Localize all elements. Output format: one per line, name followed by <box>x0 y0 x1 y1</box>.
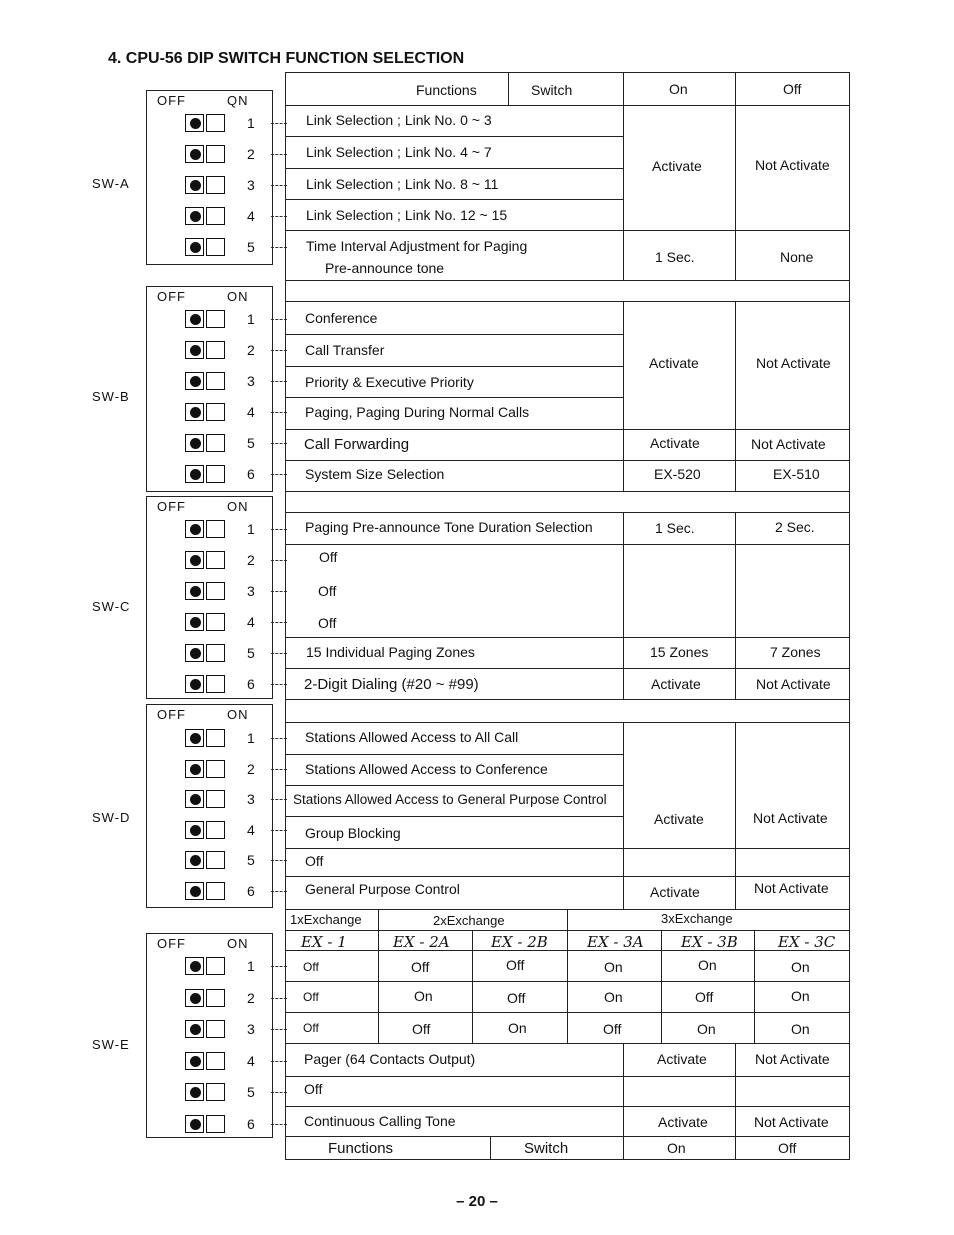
sw-a-off-value: Not Activate <box>755 157 830 173</box>
page-title: 4. CPU-56 DIP SWITCH FUNCTION SELECTION <box>108 50 465 67</box>
grid-cell: Off <box>411 959 430 975</box>
dip-switch <box>185 582 227 600</box>
sw-e-header <box>157 936 249 951</box>
on-label: QN <box>227 93 249 108</box>
switch-number: 5 <box>247 435 255 451</box>
switch-number: 4 <box>247 208 255 224</box>
switch-on-cell <box>206 145 225 163</box>
sw-e-diagram <box>146 933 273 1138</box>
switch-number: 1 <box>247 521 255 537</box>
sw-b-label: SW-B <box>92 389 130 404</box>
sw-e-row-5: Off <box>304 1081 323 1097</box>
switch-on-cell <box>206 582 225 600</box>
switch-off-cell <box>185 613 204 631</box>
sw-c-row-5-on: 15 Zones <box>650 644 709 660</box>
switch-number: 1 <box>247 311 255 327</box>
grid-cell: On <box>791 1021 810 1037</box>
sw-a-diagram <box>146 90 273 265</box>
dip-switch <box>185 957 227 975</box>
switch-on-cell <box>206 1052 225 1070</box>
sw-b-row-1: Conference <box>305 310 378 326</box>
dip-switch <box>185 1083 227 1101</box>
switch-off-cell <box>185 851 204 869</box>
switch-number: 6 <box>247 1115 255 1132</box>
dip-switch <box>185 310 227 328</box>
sw-b-row-5-on: Activate <box>650 435 700 451</box>
switch-knob-icon <box>190 993 201 1004</box>
switch-on-cell <box>206 675 225 693</box>
sw-c-diagram <box>146 496 273 699</box>
sw-c-row-2: Off <box>319 549 338 565</box>
sw-d-on-value: Activate <box>654 811 704 827</box>
switch-number: 3 <box>247 373 255 389</box>
sw-a-on-value: Activate <box>652 158 702 174</box>
sw-e-label: SW-E <box>92 1037 130 1052</box>
switch-number: 2 <box>247 989 255 1006</box>
footer-functions: Functions <box>328 1140 394 1157</box>
page-number: – 20 – <box>456 1193 498 1210</box>
switch-knob-icon <box>190 524 201 535</box>
dip-switch <box>185 341 227 359</box>
off-label: OFF <box>157 93 186 108</box>
dip-switch <box>185 1052 227 1070</box>
dip-switch <box>185 238 227 256</box>
sw-c-label: SW-C <box>92 599 131 614</box>
sw-c-row-3: Off <box>318 583 337 599</box>
switch-knob-icon <box>190 733 201 744</box>
switch-knob-icon <box>190 438 201 449</box>
sw-b-row-5-off: Not Activate <box>751 436 826 452</box>
switch-off-cell <box>185 341 204 359</box>
sw-d-header <box>157 707 249 722</box>
sw-c-row-1-on: 1 Sec. <box>655 520 695 536</box>
dip-switch <box>185 176 227 194</box>
sw-c-row-5-off: 7 Zones <box>770 644 821 660</box>
sw-a-row-5-off: None <box>780 249 814 265</box>
switch-knob-icon <box>190 407 201 418</box>
grid-cell: Off <box>603 1021 622 1037</box>
sw-e-row-4: Pager (64 Contacts Output) <box>304 1051 476 1067</box>
sw-b-row-6-on: EX-520 <box>654 466 701 482</box>
switch-off-cell <box>185 989 204 1007</box>
header-functions: Functions <box>416 82 477 98</box>
sw-d-row-6-off: Not Activate <box>754 880 829 896</box>
switch-on-cell <box>206 882 225 900</box>
switch-off-cell <box>185 207 204 225</box>
off-label: OFF <box>157 499 186 514</box>
sw-d-row-1: Stations Allowed Access to All Call <box>305 729 519 745</box>
switch-knob-icon <box>190 555 201 566</box>
col-ex-2a: EX - 2A <box>393 933 450 951</box>
switch-number: 5 <box>247 239 255 255</box>
switch-on-cell <box>206 957 225 975</box>
dip-switch <box>185 551 227 569</box>
group-1x-exchange: 1xExchange <box>290 912 362 927</box>
grid-cell: Off <box>303 1021 319 1035</box>
switch-off-cell <box>185 520 204 538</box>
switch-number: 6 <box>247 676 255 692</box>
dip-switch <box>185 851 227 869</box>
sw-d-row-6-on: Activate <box>650 884 700 900</box>
switch-on-cell <box>206 644 225 662</box>
dip-switch <box>185 760 227 778</box>
switch-knob-icon <box>190 211 201 222</box>
switch-knob-icon <box>190 149 201 160</box>
switch-knob-icon <box>190 314 201 325</box>
grid-cell: Off <box>303 960 319 974</box>
sw-c-row-4: Off <box>318 615 337 631</box>
sw-d-row-2: Stations Allowed Access to Conference <box>305 761 548 777</box>
dip-switch <box>185 989 227 1007</box>
switch-knob-icon <box>190 345 201 356</box>
switch-off-cell <box>185 957 204 975</box>
dip-switch <box>185 434 227 452</box>
switch-on-cell <box>206 207 225 225</box>
switch-knob-icon <box>190 764 201 775</box>
sw-d-diagram <box>146 704 273 908</box>
grid-cell: Off <box>303 990 319 1004</box>
dip-switch <box>185 675 227 693</box>
switch-on-cell <box>206 790 225 808</box>
sw-a-row-5-on: 1 Sec. <box>655 249 695 265</box>
sw-b-on-value: Activate <box>649 355 699 371</box>
switch-number: 5 <box>247 852 255 868</box>
switch-knob-icon <box>190 886 201 897</box>
col-ex-3c: EX - 3C <box>778 933 836 951</box>
sw-d-off-value: Not Activate <box>753 810 828 826</box>
col-ex-3b: EX - 3B <box>681 933 738 951</box>
switch-on-cell <box>206 821 225 839</box>
switch-number: 2 <box>247 146 255 162</box>
switch-on-cell <box>206 551 225 569</box>
sw-d-label: SW-D <box>92 810 131 825</box>
switch-off-cell <box>185 760 204 778</box>
switch-on-cell <box>206 310 225 328</box>
group-3x-exchange: 3xExchange <box>661 911 733 926</box>
switch-knob-icon <box>190 469 201 480</box>
switch-off-cell <box>185 675 204 693</box>
switch-off-cell <box>185 1020 204 1038</box>
header-switch: Switch <box>531 82 573 98</box>
switch-off-cell <box>185 582 204 600</box>
switch-knob-icon <box>190 586 201 597</box>
footer-on: On <box>667 1140 686 1156</box>
switch-on-cell <box>206 989 225 1007</box>
switch-off-cell <box>185 882 204 900</box>
switch-number: 5 <box>247 645 255 661</box>
sw-b-row-2: Call Transfer <box>305 342 385 358</box>
switch-number: 3 <box>247 1021 255 1037</box>
on-label: ON <box>227 707 249 722</box>
switch-off-cell <box>185 821 204 839</box>
sw-b-header <box>157 289 249 304</box>
switch-on-cell <box>206 613 225 631</box>
switch-number: 6 <box>247 466 255 482</box>
switch-number: 4 <box>247 1052 255 1069</box>
footer-switch: Switch <box>524 1140 569 1157</box>
sw-a-row-3: Link Selection ; Link No. 8 ~ 11 <box>306 176 499 192</box>
sw-c-row-5: 15 Individual Paging Zones <box>306 644 475 660</box>
switch-off-cell <box>185 145 204 163</box>
switch-number: 1 <box>247 958 255 974</box>
switch-knob-icon <box>190 961 201 972</box>
switch-number: 1 <box>247 730 255 746</box>
switch-number: 2 <box>247 342 255 358</box>
switch-knob-icon <box>190 180 201 191</box>
switch-knob-icon <box>190 825 201 836</box>
grid-cell: On <box>604 959 623 975</box>
sw-d-row-6: General Purpose Control <box>305 881 460 897</box>
switch-on-cell <box>206 465 225 483</box>
col-ex-3a: EX - 3A <box>587 933 644 951</box>
switch-number: 2 <box>247 552 255 568</box>
switch-off-cell <box>185 1083 204 1101</box>
switch-off-cell <box>185 310 204 328</box>
switch-number: 4 <box>247 614 255 630</box>
sw-b-off-value: Not Activate <box>756 355 831 371</box>
switch-off-cell <box>185 238 204 256</box>
switch-on-cell <box>206 851 225 869</box>
switch-knob-icon <box>190 648 201 659</box>
switch-number: 4 <box>247 404 255 420</box>
dip-switch <box>185 145 227 163</box>
sw-b-row-5: Call Forwarding <box>304 436 410 453</box>
sw-c-header <box>157 499 249 514</box>
off-label: OFF <box>157 707 186 722</box>
sw-a-label: SW-A <box>92 176 130 191</box>
switch-knob-icon <box>190 1024 201 1035</box>
dip-switch <box>185 821 227 839</box>
sw-a-row-2: Link Selection ; Link No. 4 ~ 7 <box>306 144 492 160</box>
sw-a-row-1: Link Selection ; Link No. 0 ~ 3 <box>306 112 492 128</box>
col-ex-1: EX - 1 <box>301 933 347 951</box>
switch-off-cell <box>185 551 204 569</box>
grid-cell: Off <box>506 957 525 973</box>
switch-number: 5 <box>247 1084 255 1100</box>
on-label: ON <box>227 289 249 304</box>
switch-number: 3 <box>247 177 255 193</box>
sw-b-row-3: Priority & Executive Priority <box>305 374 474 390</box>
dip-switch <box>185 403 227 421</box>
switch-number: 2 <box>247 760 255 777</box>
sw-e-row-4-on: Activate <box>657 1051 707 1067</box>
sw-b-row-6: System Size Selection <box>305 466 445 482</box>
dip-switch <box>185 465 227 483</box>
function-table <box>285 72 850 1160</box>
off-label: OFF <box>157 289 186 304</box>
switch-off-cell <box>185 176 204 194</box>
switch-on-cell <box>206 372 225 390</box>
grid-cell: On <box>698 957 717 973</box>
footer-off: Off <box>778 1140 797 1156</box>
switch-knob-icon <box>190 1056 201 1067</box>
grid-cell: On <box>791 959 810 975</box>
switch-number: 6 <box>247 882 255 899</box>
switch-off-cell <box>185 790 204 808</box>
on-label: ON <box>227 499 249 514</box>
switch-knob-icon <box>190 794 201 805</box>
sw-c-row-1: Paging Pre-announce Tone Duration Selection <box>305 519 593 535</box>
grid-cell: Off <box>695 989 714 1005</box>
switch-on-cell <box>206 520 225 538</box>
switch-knob-icon <box>190 617 201 628</box>
sw-d-row-3: Stations Allowed Access to General Purpose Control <box>293 792 607 807</box>
sw-c-row-6: 2-Digit Dialing (#20 ~ #99) <box>304 676 479 693</box>
dip-switch <box>185 882 227 900</box>
sw-c-row-6-off: Not Activate <box>756 676 831 692</box>
switch-on-cell <box>206 403 225 421</box>
sw-d-row-4: Group Blocking <box>305 825 401 841</box>
dip-switch <box>185 372 227 390</box>
grid-cell: On <box>508 1020 527 1036</box>
sw-e-row-6: Continuous Calling Tone <box>304 1113 456 1129</box>
switch-on-cell <box>206 1083 225 1101</box>
sw-a-row-5-line-1: Time Interval Adjustment for Paging <box>306 238 528 254</box>
sw-e-row-4-off: Not Activate <box>755 1051 830 1067</box>
group-2x-exchange: 2xExchange <box>433 913 505 928</box>
switch-on-cell <box>206 729 225 747</box>
switch-knob-icon <box>190 242 201 253</box>
switch-off-cell <box>185 1115 204 1133</box>
switch-off-cell <box>185 1052 204 1070</box>
on-label: ON <box>227 936 249 951</box>
dip-switch <box>185 1115 227 1133</box>
sw-b-row-4: Paging, Paging During Normal Calls <box>305 404 530 420</box>
dip-switch <box>185 207 227 225</box>
switch-off-cell <box>185 372 204 390</box>
switch-number: 3 <box>247 791 255 807</box>
dip-switch <box>185 520 227 538</box>
off-label: OFF <box>157 936 186 951</box>
sw-a-header <box>157 93 249 108</box>
switch-off-cell <box>185 644 204 662</box>
switch-off-cell <box>185 434 204 452</box>
dip-switch <box>185 729 227 747</box>
dip-switch <box>185 613 227 631</box>
switch-knob-icon <box>190 118 201 129</box>
sw-b-diagram <box>146 286 273 492</box>
switch-on-cell <box>206 760 225 778</box>
switch-on-cell <box>206 434 225 452</box>
switch-on-cell <box>206 341 225 359</box>
sw-a-row-4: Link Selection ; Link No. 12 ~ 15 <box>306 207 508 223</box>
sw-c-row-1-off: 2 Sec. <box>775 519 815 535</box>
switch-off-cell <box>185 729 204 747</box>
grid-cell: On <box>604 989 623 1005</box>
dip-switch <box>185 114 227 132</box>
dip-switch <box>185 790 227 808</box>
grid-cell: On <box>697 1021 716 1037</box>
grid-cell: On <box>414 988 433 1004</box>
switch-knob-icon <box>190 679 201 690</box>
switch-off-cell <box>185 465 204 483</box>
grid-cell: On <box>791 988 810 1004</box>
header-off: Off <box>783 81 802 97</box>
grid-cell: Off <box>507 990 526 1006</box>
switch-on-cell <box>206 1020 225 1038</box>
header-on: On <box>669 81 688 97</box>
sw-b-row-6-off: EX-510 <box>773 466 820 482</box>
switch-knob-icon <box>190 1087 201 1098</box>
dip-switch <box>185 1020 227 1038</box>
switch-on-cell <box>206 1115 225 1133</box>
switch-number: 1 <box>247 115 255 131</box>
sw-a-row-5-line-2: Pre-announce tone <box>325 260 445 276</box>
switch-off-cell <box>185 403 204 421</box>
switch-knob-icon <box>190 855 201 866</box>
sw-c-row-6-on: Activate <box>651 676 701 692</box>
sw-d-row-5: Off <box>305 853 324 869</box>
dip-switch <box>185 644 227 662</box>
switch-on-cell <box>206 238 225 256</box>
sw-e-row-6-on: Activate <box>658 1114 708 1130</box>
col-ex-2b: EX - 2B <box>491 933 548 951</box>
switch-off-cell <box>185 114 204 132</box>
grid-cell: Off <box>412 1021 431 1037</box>
switch-number: 4 <box>247 821 255 838</box>
switch-on-cell <box>206 176 225 194</box>
switch-knob-icon <box>190 1119 201 1130</box>
switch-number: 3 <box>247 583 255 599</box>
switch-knob-icon <box>190 376 201 387</box>
sw-e-row-6-off: Not Activate <box>754 1114 829 1130</box>
switch-on-cell <box>206 114 225 132</box>
